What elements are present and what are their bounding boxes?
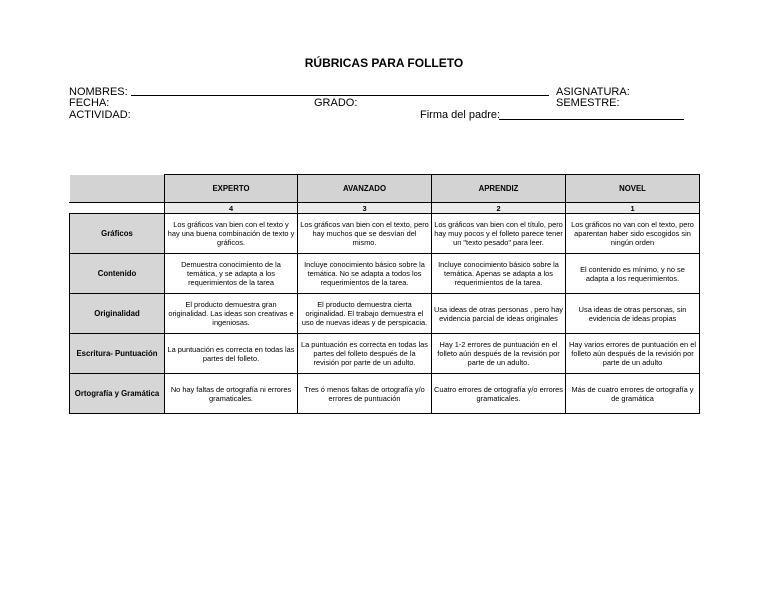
rubric-cell: La puntuación es correcta en todas las partes del folleto después de la revisión por parte de un adulto.: [298, 334, 432, 374]
criterion-label: Escritura- Puntuación: [70, 334, 165, 374]
level-header: EXPERTO: [165, 175, 298, 203]
criterion-label: Gráficos: [70, 214, 165, 254]
rubric-cell: La puntuación es correcta en todas las partes del folleto.: [165, 334, 298, 374]
firma-line[interactable]: [499, 109, 684, 120]
rubric-table: [69, 174, 700, 414]
rubric-cell: No hay faltas de ortografía ni errores gramaticales.: [165, 374, 298, 414]
level-points: 1: [566, 203, 700, 214]
level-points: 2: [432, 203, 566, 214]
rubric-cell: El producto demuestra cierta originalidad. El trabajo demuestra el uso de nuevas ideas y de perspicacia.: [298, 294, 432, 334]
nombres-line[interactable]: [131, 85, 549, 96]
rubric-cell: Los gráficos no van con el texto, pero aparentan haber sido escogidos sin ningún orden: [566, 214, 700, 254]
rubric-cell: Usa ideas de otras personas , pero hay evidencia parcial de ideas originales: [432, 294, 566, 334]
rubric-cell: Los gráficos van bien con el texto, pero hay muchos que se desvían del mismo.: [298, 214, 432, 254]
fecha-label: FECHA:: [69, 97, 110, 109]
table-row: [70, 294, 700, 334]
rubric-cell: Tres ó menos faltas de ortografía y/o errores de puntuación: [298, 374, 432, 414]
rubric-cell: Incluye conocimiento básico sobre la temática. Apenas se adapta a los requerimientos de la tarea.: [432, 254, 566, 294]
points-row: [70, 203, 700, 214]
table-row: [70, 374, 700, 414]
corner-cell: [70, 203, 165, 214]
criterion-label: Originalidad: [70, 294, 165, 334]
corner-cell: [70, 175, 165, 203]
firma-label: Firma del padre:: [420, 109, 501, 121]
rubric-cell: Más de cuatro errores de ortografía y de gramática: [566, 374, 700, 414]
level-header: AVANZADO: [298, 175, 432, 203]
level-points: 4: [165, 203, 298, 214]
rubric-cell: Incluye conocimiento básico sobre la temática. No se adapta a todos los requerimientos de la tarea.: [298, 254, 432, 294]
table-row: [70, 334, 700, 374]
rubric-cell: Los gráficos van bien con el texto y hay una buena combinación de texto y gráficos.: [165, 214, 298, 254]
grado-label: GRADO:: [314, 97, 358, 109]
rubric-cell: Demuestra conocimiento de la temática, y se adapta a los requerimientos de la tarea: [165, 254, 298, 294]
rubric-cell: Los gráficos van bien con el título, pero hay muy pocos y el folleto parece tener un "texto pesado" para leer.: [432, 214, 566, 254]
actividad-label: ACTIVIDAD:: [69, 109, 131, 121]
level-points: 3: [298, 203, 432, 214]
criterion-label: Contenido: [70, 254, 165, 294]
rubric-cell: Cuatro errores de ortografía y/o errores gramaticales.: [432, 374, 566, 414]
nombres-label: NOMBRES:: [69, 86, 128, 98]
semestre-label: SEMESTRE:: [556, 97, 620, 109]
criterion-label: Ortografía y Gramática: [70, 374, 165, 414]
level-header: APRENDIZ: [432, 175, 566, 203]
level-header: NOVEL: [566, 175, 700, 203]
asignatura-label: ASIGNATURA:: [556, 86, 630, 98]
table-row: [70, 214, 700, 254]
rubric-cell: El contenido es mínimo, y no se adapta a los requerimientos.: [566, 254, 700, 294]
rubric-cell: Hay 1-2 errores de puntuación en el folleto aún después de la revisión por parte de un adulto.: [432, 334, 566, 374]
levels-header-row: [70, 175, 700, 203]
rubric-cell: El producto demuestra gran originalidad. Las ideas son creativas e ingeniosas.: [165, 294, 298, 334]
page-title: RÚBRICAS PARA FOLLETO: [304, 56, 464, 70]
rubric-cell: Hay varios errores de puntuación en el folleto aún después de la revisión por parte de un adulto: [566, 334, 700, 374]
table-row: [70, 254, 700, 294]
rubric-cell: Usa ideas de otras personas, sin evidencia de ideas propias: [566, 294, 700, 334]
